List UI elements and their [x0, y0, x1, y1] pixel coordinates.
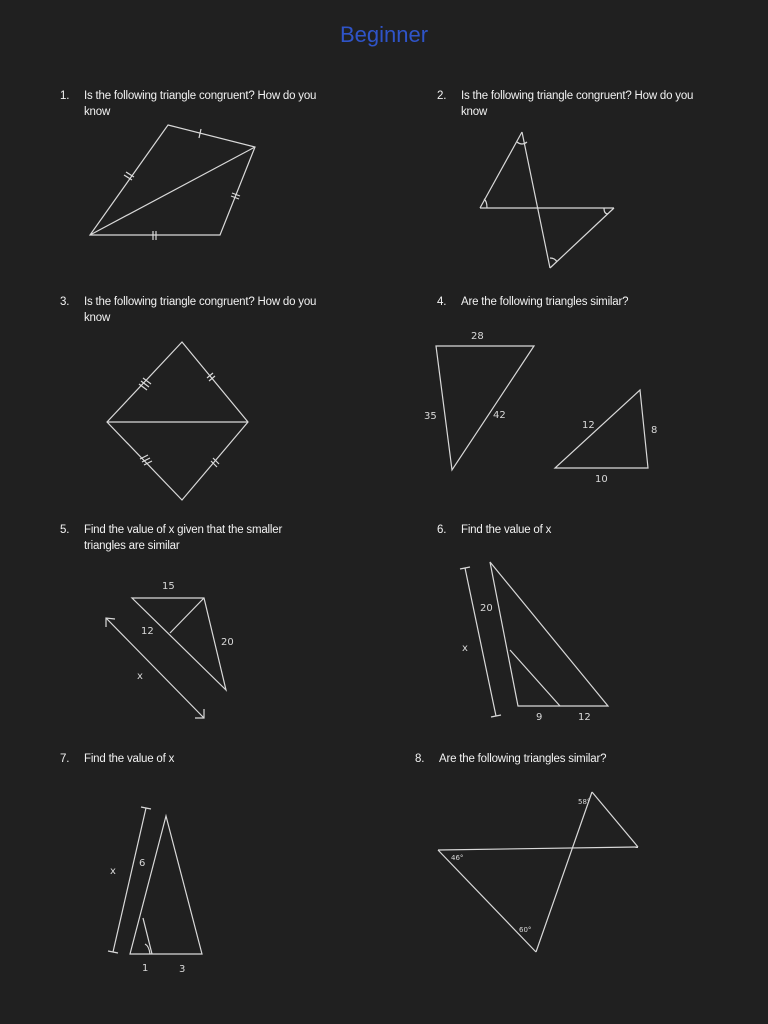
fig8-label-angle-left: 46° [451, 854, 464, 862]
figure-3-rhombus [107, 342, 248, 500]
fig2-angle-mark [550, 258, 557, 262]
fig7-triangle [130, 816, 202, 954]
fig4-small-triangle [555, 390, 648, 468]
fig3-outline [107, 342, 248, 500]
fig5-triangle [132, 598, 226, 690]
question-text: Are the following triangles similar? [461, 296, 629, 308]
question-number: 7. [60, 753, 70, 765]
fig5-label-top: 15 [162, 581, 175, 592]
fig7-measure-line [113, 808, 146, 952]
fig4-large-triangle [436, 346, 534, 470]
fig2-angle-mark [604, 208, 608, 214]
fig8-line [536, 792, 592, 952]
fig6-label-x: x [462, 643, 468, 654]
fig7-label-x: x [110, 866, 116, 877]
fig5-inner-line [170, 598, 204, 633]
fig7-label-base-large: 3 [179, 964, 186, 975]
fig4-label-small-right: 8 [651, 425, 658, 436]
question-number: 6. [437, 524, 447, 536]
fig8-line [438, 850, 536, 952]
fig5-label-right: 20 [221, 637, 234, 648]
fig7-label-side: 6 [139, 858, 146, 869]
fig2-angle-mark [517, 142, 527, 144]
question-number: 2. [437, 90, 447, 102]
page-title: Beginner [339, 22, 429, 47]
fig6-large-triangle [490, 562, 608, 706]
fig2-line [480, 132, 522, 208]
fig4-label-small-bottom: 10 [595, 474, 608, 485]
fig6-measure-line [465, 568, 496, 716]
question-text: Find the value of x [461, 524, 552, 536]
fig4-label-left: 35 [424, 411, 437, 422]
question-number: 5. [60, 524, 70, 536]
question-number: 1. [60, 90, 70, 102]
question-text: Is the following triangle congruent? How do you know [461, 90, 694, 118]
question-number: 3. [60, 296, 70, 308]
question-text: Is the following triangle congruent? How do you know [84, 296, 317, 324]
question-text: Is the following triangle congruent? How do you know [84, 90, 317, 118]
fig7-label-base-small: 1 [142, 963, 149, 974]
figure-6-nested [460, 562, 608, 723]
fig7-cevian [143, 918, 152, 954]
question-number: 8. [415, 753, 425, 765]
fig6-label-base-small: 9 [536, 712, 543, 723]
fig5-arrow-line [106, 618, 204, 718]
figure-4-triangles [424, 331, 657, 485]
fig1-diagonal [90, 147, 255, 235]
fig7-angle-mark [145, 944, 150, 954]
fig2-line [550, 208, 614, 268]
question-number: 4. [437, 296, 447, 308]
figure-8-angles [438, 792, 638, 952]
fig4-label-small-hyp: 12 [582, 420, 595, 431]
figure-1-quadrilateral [90, 125, 255, 240]
question-text: Find the value of x [84, 753, 175, 765]
question-text: Are the following triangles similar? [439, 753, 607, 765]
fig8-label-angle-top: 58° [578, 798, 591, 806]
figure-2-bowtie [480, 132, 614, 268]
fig4-label-top: 28 [471, 331, 484, 342]
fig8-label-angle-bottom: 60° [519, 926, 532, 934]
fig2-line [522, 132, 550, 268]
fig6-inner-line [510, 650, 560, 706]
fig5-label-diag: 12 [141, 626, 154, 637]
question-text: Find the value of x given that the smaller triangles are similar [84, 524, 283, 552]
fig4-label-hyp: 42 [493, 410, 506, 421]
figure-7-triangle [108, 807, 202, 975]
fig5-label-x: x [137, 671, 143, 682]
fig1-outline [90, 125, 255, 235]
fig8-horizontal [438, 847, 638, 850]
fig6-label-side: 20 [480, 603, 493, 614]
fig8-line [592, 792, 638, 847]
figure-5-similar [106, 581, 234, 718]
fig6-label-base-large: 12 [578, 712, 591, 723]
